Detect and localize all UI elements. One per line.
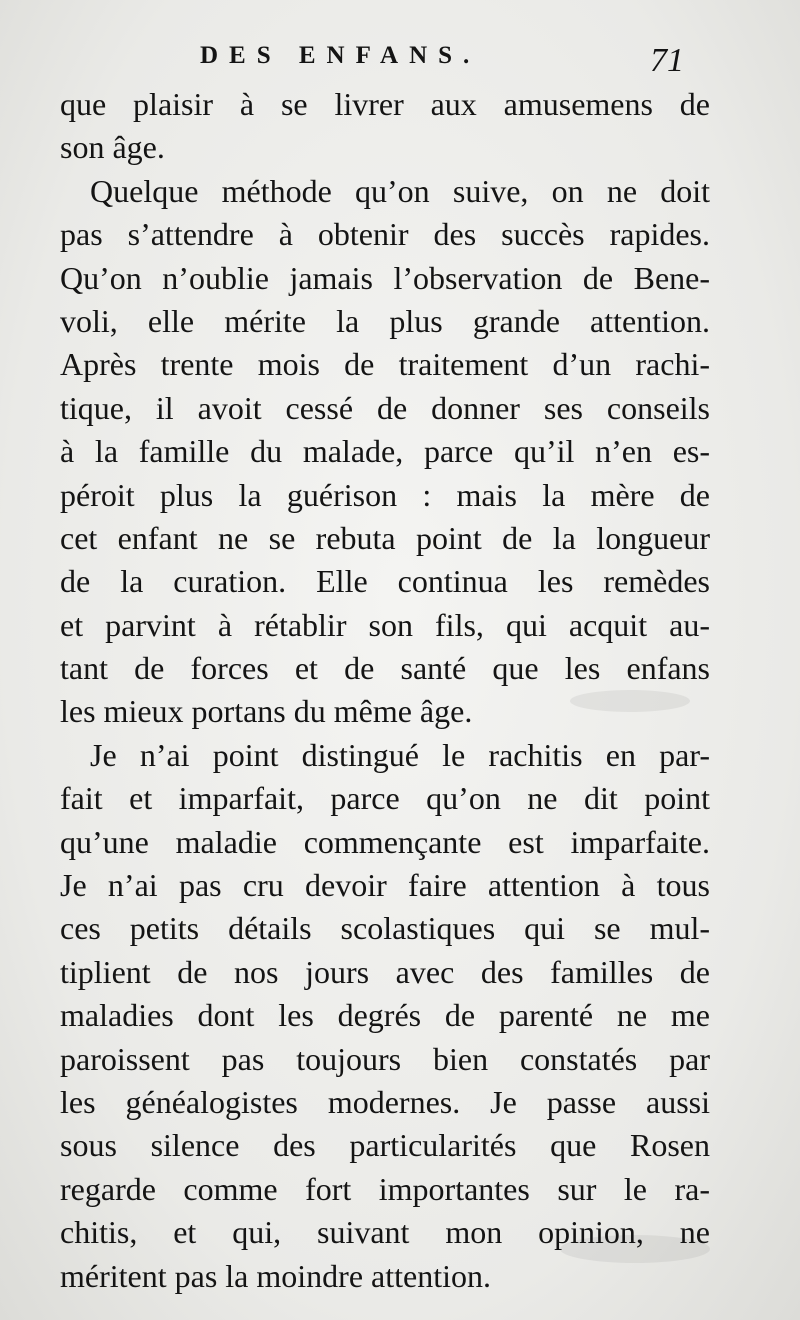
text-line: cet enfant ne se rebuta point de la longueur: [60, 519, 710, 556]
text-line: pas s’attendre à obtenir des succès rapides.: [60, 216, 710, 253]
text-line: chitis, et qui, suivant mon opinion, ne: [60, 1214, 710, 1251]
text-line: que plaisir à se livrer aux amusemens de: [60, 86, 710, 122]
text-line: les mieux portans du même âge.: [60, 693, 473, 730]
running-title: DES ENFANS.: [200, 42, 481, 69]
text-line: voli, elle mérite la plus grande attention.: [60, 302, 710, 339]
text-line: maladies dont les degrés de parenté ne me: [60, 997, 710, 1034]
text-line: qu’une maladie commençante est imparfaite.: [60, 823, 710, 860]
text-line: Je n’ai pas cru devoir faire attention à tous: [60, 867, 710, 904]
page-number: 71: [650, 42, 684, 79]
text-line: paroissent pas toujours bien constatés par: [60, 1040, 710, 1077]
body-text: [60, 83, 710, 1298]
text-line: et parvint à rétablir son fils, qui acquit au-: [60, 606, 710, 643]
text-line: tique, il avoit cessé de donner ses conseils: [60, 389, 710, 426]
text-line: Qu’on n’oublie jamais l’observation de Bene-: [60, 259, 710, 296]
text-line: ces petits détails scolastiques qui se mul-: [60, 910, 710, 947]
running-head: [0, 34, 800, 84]
text-line: son âge.: [60, 129, 165, 166]
text-line: péroit plus la guérison : mais la mère de: [60, 476, 710, 513]
text-line: de la curation. Elle continua les remèdes: [60, 563, 710, 600]
text-line: sous silence des particularités que Rosen: [60, 1127, 710, 1164]
text-line: à la famille du malade, parce qu’il n’en es-: [60, 433, 710, 470]
text-line: regarde comme fort importantes sur le ra-: [60, 1170, 710, 1207]
text-line: fait et imparfait, parce qu’on ne dit point: [60, 780, 710, 817]
text-line: Après trente mois de traitement d’un rachi-: [60, 346, 710, 383]
text-line: méritent pas la moindre attention.: [60, 1257, 491, 1294]
text-line: tiplient de nos jours avec des familles de: [60, 953, 710, 990]
text-line: Quelque méthode qu’on suive, on ne doit: [90, 172, 710, 209]
text-line: Je n’ai point distingué le rachitis en par-: [90, 736, 710, 773]
text-line: tant de forces et de santé que les enfans: [60, 650, 710, 687]
text-line: les généalogistes modernes. Je passe aussi: [60, 1083, 710, 1120]
